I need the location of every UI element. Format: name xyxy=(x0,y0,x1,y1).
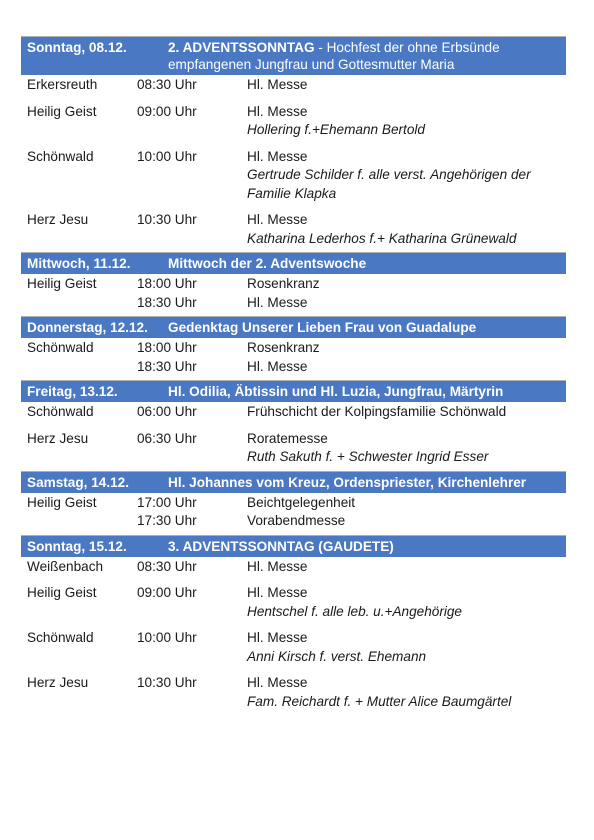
entry-service: Hl. Messe xyxy=(247,675,308,690)
entry-time: 18:00 Uhr xyxy=(137,340,197,355)
day-entries xyxy=(21,402,566,471)
entry-place: Erkersreuth xyxy=(27,77,98,92)
day-entries xyxy=(21,274,566,316)
entry-intention: Gertrude Schilder f. alle verst. Angehörigen der Familie Klapka xyxy=(247,167,531,201)
entry-details xyxy=(247,558,560,577)
entry-time: 10:30 Uhr xyxy=(137,675,197,690)
entry-time: 08:30 Uhr xyxy=(137,77,197,92)
day-title-extra: - Hochfest der ohne Erbsünde empfangenen Jungfrau und Gottesmutter Maria xyxy=(168,40,500,72)
service-entry xyxy=(21,75,566,95)
day-title xyxy=(168,39,560,73)
day-date: Freitag, 13.12. xyxy=(27,384,118,399)
service-entry xyxy=(21,673,566,711)
day-title-main: Gedenktag Unserer Lieben Frau von Guadalupe xyxy=(168,320,477,335)
entry-intention: Fam. Reichardt f. + Mutter Alice Baumgärtel xyxy=(247,693,512,709)
entry-time: 10:00 Uhr xyxy=(137,148,197,164)
day-date: Sonntag, 15.12. xyxy=(27,538,127,554)
service-entry xyxy=(21,102,566,140)
day-header xyxy=(21,37,566,75)
entry-intention: Hollering f.+Ehemann Bertold xyxy=(247,122,425,137)
entry-details xyxy=(247,148,560,204)
entry-details xyxy=(247,629,560,666)
entry-details xyxy=(247,76,560,95)
day-title-main: Hl. Odilia, Äbtissin und Hl. Luzia, Jungfrau, Märtyrin xyxy=(168,384,504,399)
day-entries xyxy=(21,338,566,380)
entry-time: 17:00 Uhr xyxy=(137,494,197,510)
entry-time-2: 18:30 Uhr xyxy=(137,358,197,374)
mass-schedule xyxy=(21,36,566,715)
service-entry xyxy=(21,402,566,422)
day-header xyxy=(21,536,566,557)
entry-service: Beichtgelegenheit xyxy=(247,494,356,510)
entry-times xyxy=(137,339,247,376)
entry-service-2: Hl. Messe xyxy=(247,294,308,310)
entry-time: 10:30 Uhr xyxy=(137,212,197,227)
day-title-main: 3. ADVENTSSONNTAG (GAUDETE) xyxy=(168,538,394,554)
entry-service: Rosenkranz xyxy=(247,340,320,355)
day-title xyxy=(168,538,560,555)
day-date: Mittwoch, 11.12. xyxy=(27,256,131,271)
service-entry xyxy=(21,274,566,312)
entry-time: 09:00 Uhr xyxy=(137,585,197,600)
entry-times xyxy=(137,403,247,422)
day-entries xyxy=(21,493,566,535)
entry-service: Hl. Messe xyxy=(247,103,308,119)
entry-time: 06:00 Uhr xyxy=(137,404,197,419)
day-block xyxy=(21,36,566,252)
entry-details xyxy=(247,430,560,467)
entry-time-2: 18:30 Uhr xyxy=(137,294,197,310)
entry-service: Hl. Messe xyxy=(247,212,308,227)
day-title xyxy=(168,319,560,336)
day-title xyxy=(168,255,560,272)
entry-service: Frühschicht der Kolpingsfamilie Schönwald xyxy=(247,404,507,419)
service-entry xyxy=(21,338,566,376)
day-block xyxy=(21,535,566,716)
day-header xyxy=(21,253,566,274)
entry-details xyxy=(247,211,560,248)
entry-intention: Katharina Lederhos f.+ Katharina Grünewald xyxy=(247,230,517,246)
day-date: Sonntag, 08.12. xyxy=(27,40,127,55)
entry-details xyxy=(247,339,560,376)
day-title xyxy=(168,383,560,400)
entry-service: Hl. Messe xyxy=(247,558,308,574)
day-header xyxy=(21,317,566,338)
entry-times xyxy=(137,494,247,531)
entry-intention: Anni Kirsch f. verst. Ehemann xyxy=(247,648,427,664)
service-entry xyxy=(21,628,566,666)
service-entry xyxy=(21,429,566,467)
day-block xyxy=(21,380,566,471)
day-date: Samstag, 14.12. xyxy=(27,474,130,490)
entry-time-2: 17:30 Uhr xyxy=(137,513,197,528)
entry-place: Heilig Geist xyxy=(27,276,97,291)
entry-details xyxy=(247,403,560,422)
entry-service: Hl. Messe xyxy=(247,630,308,645)
entry-times xyxy=(137,674,247,711)
entry-time: 18:00 Uhr xyxy=(137,276,197,291)
entry-time: 09:00 Uhr xyxy=(137,103,197,119)
entry-place: Herz Jesu xyxy=(27,675,89,690)
entry-place: Heilig Geist xyxy=(27,103,97,119)
entry-intention: Hentschel f. alle leb. u.+Angehörige xyxy=(247,603,462,619)
entry-service: Roratemesse xyxy=(247,430,328,446)
entry-times xyxy=(137,211,247,248)
day-title-main: Hl. Johannes vom Kreuz, Ordenspriester, Kirchenlehrer xyxy=(168,474,527,490)
day-entries xyxy=(21,75,566,252)
entry-time: 06:30 Uhr xyxy=(137,430,197,446)
entry-place: Schönwald xyxy=(27,148,94,164)
entry-service: Hl. Messe xyxy=(247,148,308,164)
entry-place: Herz Jesu xyxy=(27,430,89,446)
entry-details xyxy=(247,494,560,531)
entry-service: Hl. Messe xyxy=(247,585,308,600)
entry-details xyxy=(247,103,560,140)
entry-time: 10:00 Uhr xyxy=(137,630,197,645)
day-block xyxy=(21,471,566,535)
day-block xyxy=(21,316,566,380)
entry-place: Schönwald xyxy=(27,404,94,419)
entry-intention: Ruth Sakuth f. + Schwester Ingrid Esser xyxy=(247,449,489,464)
entry-details xyxy=(247,674,560,711)
entry-times xyxy=(137,76,247,95)
entry-details xyxy=(247,275,560,312)
entry-place: Herz Jesu xyxy=(27,212,89,227)
entry-service: Rosenkranz xyxy=(247,276,320,291)
entry-details xyxy=(247,584,560,621)
service-entry xyxy=(21,147,566,204)
entry-times xyxy=(137,584,247,621)
service-entry xyxy=(21,210,566,248)
entry-times xyxy=(137,558,247,577)
day-title-main: 2. ADVENTSSONNTAG xyxy=(168,40,315,55)
entry-times xyxy=(137,148,247,204)
entry-place: Weißenbach xyxy=(27,558,104,574)
day-header xyxy=(21,472,566,493)
entry-service: Hl. Messe xyxy=(247,77,308,92)
day-date: Donnerstag, 12.12. xyxy=(27,320,148,335)
entry-place: Heilig Geist xyxy=(27,494,97,510)
day-block xyxy=(21,252,566,316)
entry-service-2: Vorabendmesse xyxy=(247,513,346,528)
entry-service-2: Hl. Messe xyxy=(247,358,308,374)
entry-times xyxy=(137,275,247,312)
entry-place: Heilig Geist xyxy=(27,585,97,600)
entry-place: Schönwald xyxy=(27,340,94,355)
day-entries xyxy=(21,557,566,716)
entry-times xyxy=(137,430,247,467)
day-header xyxy=(21,381,566,402)
entry-times xyxy=(137,629,247,666)
service-entry xyxy=(21,493,566,531)
day-title-main: Mittwoch der 2. Adventswoche xyxy=(168,256,367,271)
service-entry xyxy=(21,583,566,621)
service-entry xyxy=(21,557,566,577)
entry-times xyxy=(137,103,247,140)
entry-time: 08:30 Uhr xyxy=(137,558,197,574)
entry-place: Schönwald xyxy=(27,630,94,645)
day-title xyxy=(168,474,560,491)
